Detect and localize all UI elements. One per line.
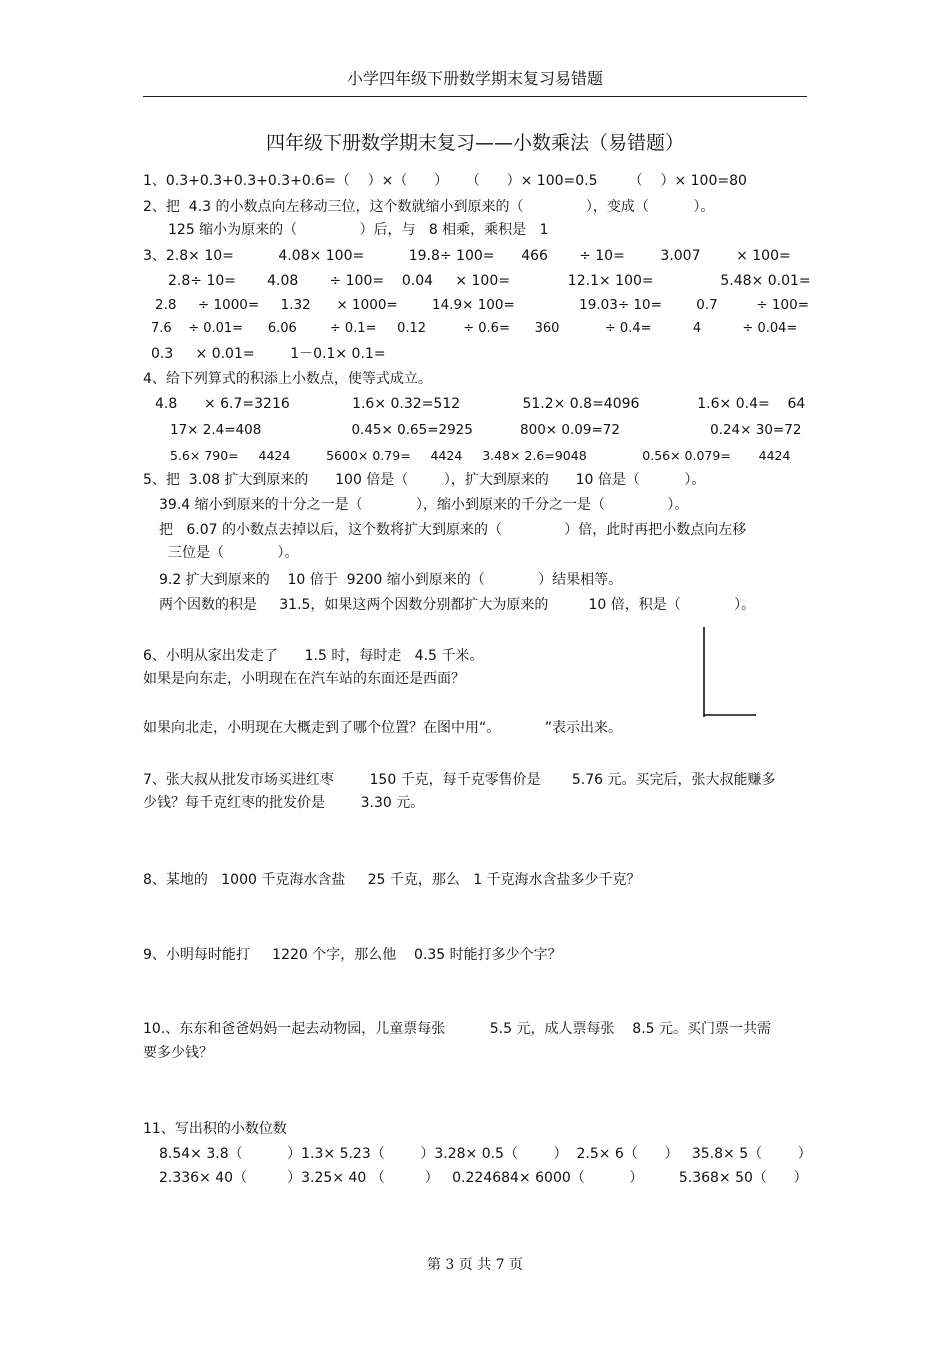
header-rule	[143, 96, 807, 97]
q6-line-1: 6、小明从家出发走了 1.5 时，每时走 4.5 千米。	[143, 648, 484, 664]
q4-line-2: 17× 2.4=408 0.45× 0.65=2925 800× 0.09=72 0.24× 30=72	[170, 422, 802, 438]
running-header: 小学四年级下册数学期末复习易错题	[346, 69, 603, 88]
q7-line-1: 7、张大叔从批发市场买进红枣 150 千克，每千克零售价是 5.76 元。买完后，张大叔能赚多	[143, 772, 776, 788]
q5-line-2: 39.4 缩小到原来的十分之一是（ ），缩小到原来的千分之一是（ ）。	[159, 497, 689, 513]
q10-line-2: 要多少钱？	[143, 1045, 213, 1061]
q3-line-5: 0.3 × 0.01= 1－0.1× 0.1=	[151, 346, 386, 362]
q6-line-2: 如果是向东走，小明现在在汽车站的东面还是西面？	[143, 671, 465, 687]
q4-line-1: 4.8 × 6.7=3216 1.6× 0.32=512 51.2× 0.8=4096 1.6× 0.4= 64	[155, 396, 806, 412]
q5-line-4: 三位是（ ）。	[168, 545, 299, 561]
page-footer: 第 3 页 共 7 页	[426, 1257, 524, 1273]
q5-line-6: 两个因数的积是 31.5，如果这两个因数分别都扩大为原来的 10 倍，积是（ ）。	[159, 597, 756, 613]
direction-figure	[702, 627, 758, 719]
q5-line-3: 把 6.07 的小数点去掉以后，这个数将扩大到原来的（ ）倍，此时再把小数点向左移	[159, 522, 747, 538]
q8-line: 8、某地的 1000 千克海水含盐 25 千克，那么 1 千克海水含盐多少千克？	[143, 872, 641, 888]
q11-line-1: 8.54× 3.8（ ）1.3× 5.23（ ）3.28× 0.5（ ） 2.5× 6（ ） 35.8× 5（ ）	[159, 1146, 812, 1162]
q4-line-3: 5.6× 790= 4424 5600× 0.79= 4424 3.48× 2.6=9048 0.56× 0.079= 4424	[170, 448, 791, 463]
q11-line-2: 2.336× 40（ ）3.25× 40 （ ） 0.224684× 6000（ ） 5.368× 50（ ）	[159, 1170, 808, 1186]
q7-line-2: 少钱？每千克红枣的批发价是 3.30 元。	[143, 795, 425, 811]
q1-line: 1、0.3+0.3+0.3+0.3+0.6=（ ）×（ ） （ ）× 100=0.5 （ ）× 100=80	[143, 173, 747, 189]
q5-line-5: 9.2 扩大到原来的 10 倍于 9200 缩小到原来的（ ）结果相等。	[159, 572, 623, 588]
q6-line-3: 如果向北走，小明现在大概走到了哪个位置？在图中用“。 ”表示出来。	[143, 720, 623, 736]
q10-line-1: 10.、东东和爸爸妈妈一起去动物园，儿童票每张 5.5 元，成人票每张 8.5 元。买门票一共需	[143, 1021, 771, 1037]
q3-line-3: 2.8 ÷ 1000= 1.32 × 1000= 14.9× 100= 19.03÷ 10= 0.7 ÷ 100=	[155, 297, 810, 313]
q4-heading: 4、给下列算式的积添上小数点，使等式成立。	[143, 371, 432, 387]
q3-line-4: 7.6 ÷ 0.01= 6.06 ÷ 0.1= 0.12 ÷ 0.6= 360 ÷ 0.4= 4 ÷ 0.04=	[151, 321, 798, 336]
q2-line-1: 2、把 4.3 的小数点向左移动三位，这个数就缩小到原来的（ ），变成（ ）。	[143, 199, 715, 215]
q11-heading: 11、写出积的小数位数	[143, 1121, 287, 1137]
worksheet-title: 四年级下册数学期末复习——小数乘法（易错题）	[265, 132, 684, 154]
q9-line: 9、小明每时能打 1220 个字，那么他 0.35 时能打多少个字？	[143, 947, 562, 963]
q3-line-1: 3、2.8× 10= 4.08× 100= 19.8÷ 100= 466 ÷ 10= 3.007 × 100=	[143, 248, 791, 264]
q3-line-2: 2.8÷ 10= 4.08 ÷ 100= 0.04 × 100= 12.1× 100= 5.48× 0.01=	[168, 273, 811, 289]
q5-line-1: 5、把 3.08 扩大到原来的 100 倍是（ ），扩大到原来的 10 倍是（ ）。	[143, 472, 706, 488]
q2-line-2: 125 缩小为原来的（ ）后，与 8 相乘，乘积是 1	[168, 222, 549, 238]
